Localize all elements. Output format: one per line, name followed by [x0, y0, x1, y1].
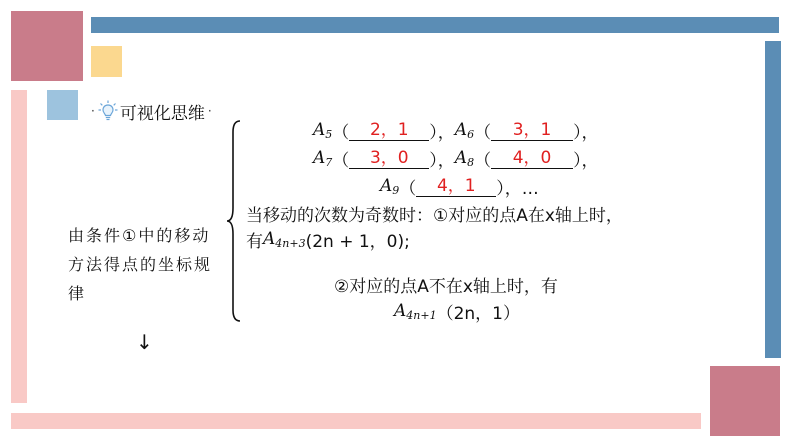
- title-text: 可视化思维: [119, 103, 205, 124]
- decor-pink-bar-bottom: [11, 413, 701, 429]
- odd-rule-line-3: ②对应的点A不在x轴上时，有: [334, 276, 558, 297]
- left-description: 由条件①中的移动方法得点的坐标规律: [68, 226, 213, 303]
- decor-rose-square-top: [11, 11, 83, 81]
- odd-rule-line-4: $A_{4n+1}$ （2n，1）: [394, 300, 520, 324]
- point-label-a4n3: $A_{4n+3}$: [263, 228, 306, 250]
- point-label-a7: $A_7$: [313, 147, 333, 169]
- odd-rule-line-1: 当移动的次数为奇数时：①对应的点A在x轴上时，: [246, 205, 623, 226]
- point-label-a9: $A_9$: [380, 175, 400, 197]
- row-a7-a8: $A_7$ （ 3，0 ）， $A_8$ （ 4，0 ），: [313, 147, 599, 171]
- point-label-a4n1: $A_{4n+1}$: [394, 300, 437, 322]
- answer-blank-a9: 4，1: [416, 176, 496, 197]
- title-dot-right: ·: [207, 104, 212, 118]
- row-a9: $A_9$ （ 4，1 ），…: [380, 175, 539, 199]
- decor-pink-bar-left: [11, 90, 27, 403]
- decor-light-blue-square: [47, 90, 78, 120]
- point-label-a6: $A_6$: [454, 119, 475, 141]
- left-brace-icon: [226, 120, 242, 322]
- answer-blank-a5: 2，1: [349, 120, 429, 141]
- odd-rule-line-2: 有 $A_{4n+3}$ (2n + 1，0);: [246, 228, 410, 252]
- point-label-a5: $A_5$: [313, 119, 333, 141]
- section-title: [88, 98, 215, 124]
- answer-blank-a7: 3，0: [349, 148, 429, 169]
- decor-blue-bar-top: [91, 17, 779, 33]
- point-label-a8: $A_8$: [454, 147, 475, 169]
- down-arrow-icon: ↓: [136, 330, 153, 354]
- title-dot-left: ·: [91, 104, 95, 118]
- decor-rose-square-bottom: [710, 366, 780, 436]
- answer-blank-a8: 4，0: [491, 148, 573, 169]
- row-a5-a6: $A_5$ （ 2，1 ）， $A_6$ （ 3，1 ），: [313, 119, 599, 143]
- answer-blank-a6: 3，1: [491, 120, 573, 141]
- decor-blue-bar-right: [765, 41, 781, 358]
- lightbulb-icon: [98, 100, 118, 122]
- decor-yellow-square: [91, 46, 122, 77]
